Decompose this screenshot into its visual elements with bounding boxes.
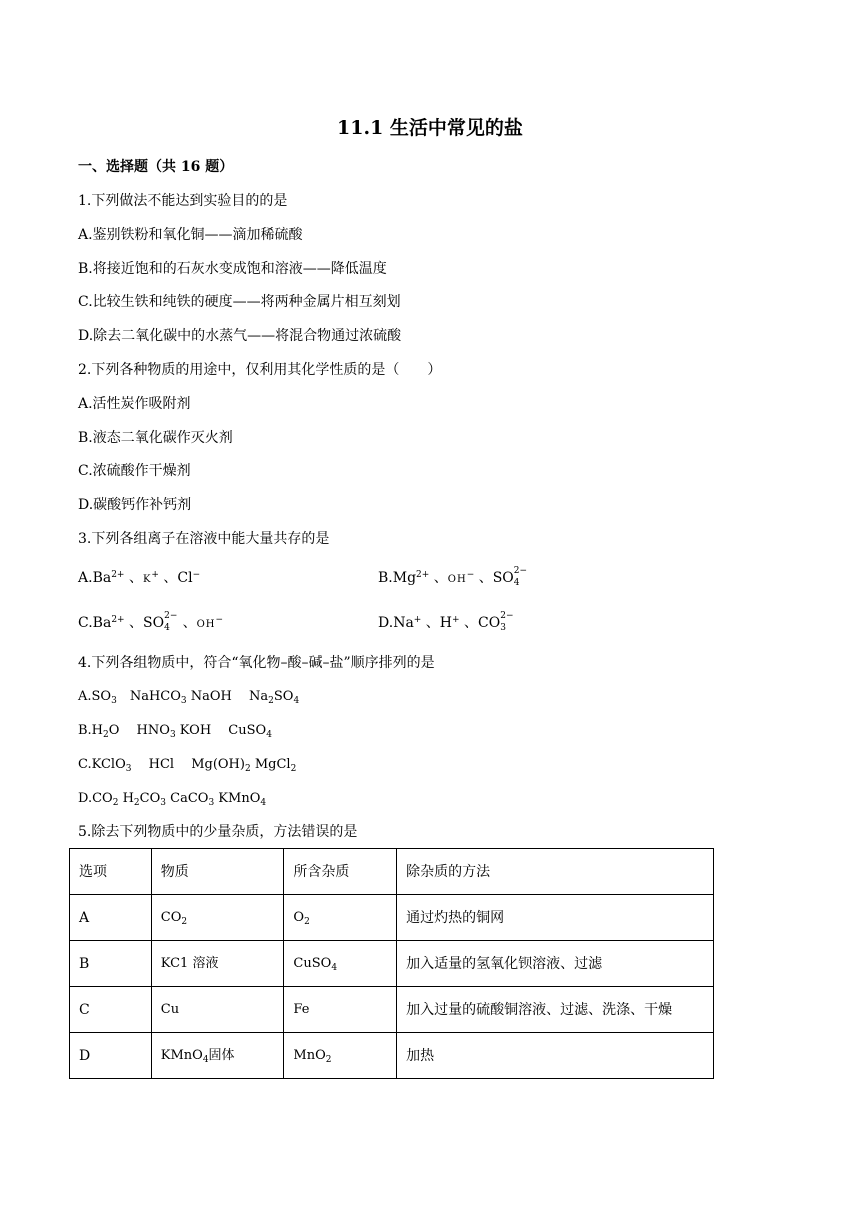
question-2-option-d: D.碳酸钙作补钙剂 <box>78 497 192 513</box>
table-cell-option: B <box>70 941 152 987</box>
question-1-option-c: C.比较生铁和纯铁的硬度——将两种金属片相互刻划 <box>78 294 401 310</box>
table-cell-impurity: MnO$_2$ <box>284 1033 397 1079</box>
table-header-cell: 物质 <box>151 849 284 895</box>
question-1-option-d: D.除去二氧化碳中的水蒸气——将混合物通过浓硫酸 <box>78 328 402 344</box>
table-cell-method: 加热 <box>397 1033 714 1079</box>
table-row <box>70 895 714 941</box>
table-cell-method: 加入适量的氢氧化钡溶液、过滤 <box>397 941 714 987</box>
table-row <box>70 1033 714 1079</box>
question-4-option-d: $D.CO_2$ $H_2CO_3$ CaCO$_3$ KMnO$_4$ <box>78 791 267 808</box>
question-4-option-b: $B.H_2O$ $HNO_3$ KOH CuSO$_4$ <box>78 723 272 740</box>
table-row <box>70 941 714 987</box>
table-cell-option: D <box>70 1033 152 1079</box>
question-4-stem: 4.下列各组物质中，符合“氧化物–酸–碱–盐”顺序排列的是 <box>78 655 435 671</box>
table-header-cell: 除杂质的方法 <box>397 849 714 895</box>
question-2-option-b: B.液态二氧化碳作灭火剂 <box>78 430 233 446</box>
question-2-option-c: C.浓硫酸作干燥剂 <box>78 463 191 479</box>
table-cell-impurity: Fe <box>284 987 397 1033</box>
table-cell-option: C <box>70 987 152 1033</box>
question-2-stem: 2.下列各种物质的用途中，仅利用其化学性质的是（ ） <box>78 362 442 378</box>
question-1-option-a: A.鉴别铁粉和氧化铜——滴加稀硫酸 <box>78 227 303 243</box>
table-header-cell: 选项 <box>70 849 152 895</box>
table-cell-impurity: CuSO$_4$ <box>284 941 397 987</box>
table-cell-substance: Cu <box>151 987 284 1033</box>
table-header-row <box>70 849 714 895</box>
question-3-option-a: $A.Ba^{2+}$ 、K+ 、Cl− <box>78 570 201 586</box>
page-title: 11.1 生活中常见的盐 <box>337 117 523 139</box>
question-1-stem: 1.下列做法不能达到实验目的的是 <box>78 193 288 209</box>
table-cell-substance: KMnO$_4$固体 <box>151 1033 284 1079</box>
question-5-stem: 5.除去下列物质中的少量杂质，方法错误的是 <box>78 824 358 840</box>
table-cell-method: 通过灼热的铜网 <box>397 895 714 941</box>
section-heading: 一、选择题（共 16 题） <box>78 159 234 175</box>
impurity-table <box>69 848 714 1079</box>
question-1-option-b: B.将接近饱和的石灰水变成饱和溶液——降低温度 <box>78 261 387 277</box>
question-4-option-c: C.KClO$_3$ HCl $Mg(OH)_2$ MgCl$_2$ <box>78 757 297 774</box>
table-cell-method: 加入过量的硫酸铜溶液、过滤、洗涤、干燥 <box>397 987 714 1033</box>
table-cell-impurity: $O_2$ <box>284 895 397 941</box>
question-2-option-a: A.活性炭作吸附剂 <box>78 396 191 412</box>
table-row <box>70 987 714 1033</box>
question-3-option-d: D.Na+ 、H+ 、CO 2− 3 <box>378 611 514 633</box>
question-4-option-a: $A.SO_3$ NaHCO$_3$ NaOH $Na_2SO_4$ <box>78 689 300 706</box>
question-3-stem: 3.下列各组离子在溶液中能大量共存的是 <box>78 531 330 547</box>
table-cell-substance: KC1 溶液 <box>151 941 284 987</box>
table-header-cell: 所含杂质 <box>284 849 397 895</box>
question-3-option-c: $C.Ba^{2+}$ 、SO 2− 4 、OH− <box>78 611 224 633</box>
question-3-option-b: $B.Mg^{2+}$ 、OH− 、SO 2− 4 <box>378 566 528 588</box>
table-cell-option: A <box>70 895 152 941</box>
table-cell-substance: $CO_2$ <box>151 895 284 941</box>
